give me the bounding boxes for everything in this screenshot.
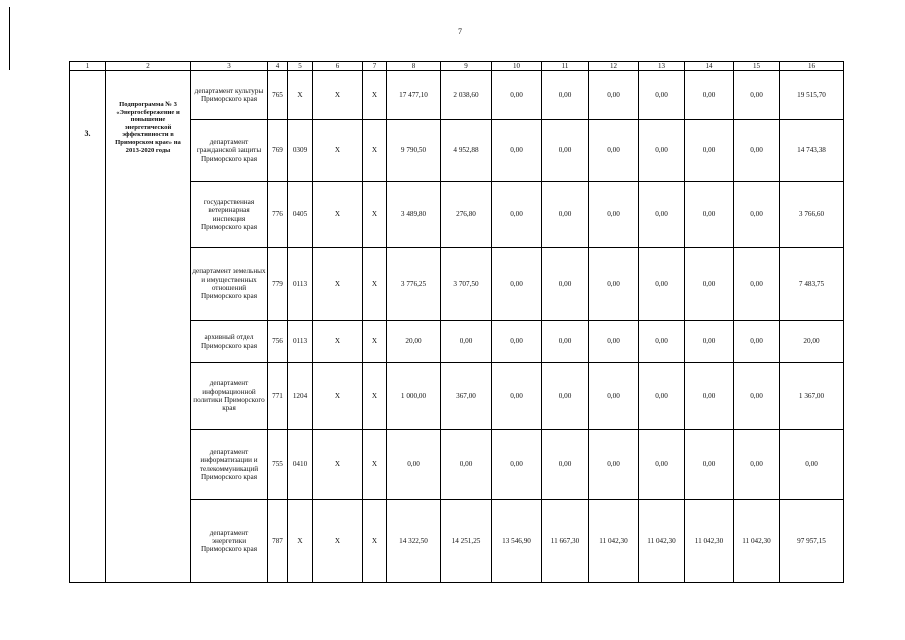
value-cell: 367,00 xyxy=(441,363,492,430)
row-number-cell: 3. xyxy=(70,71,106,583)
value-cell: 7 483,75 xyxy=(780,248,844,321)
column-header: 9 xyxy=(441,62,492,71)
value-cell: 3 776,25 xyxy=(387,248,441,321)
value-cell: 1 367,00 xyxy=(780,363,844,430)
column-header: 16 xyxy=(780,62,844,71)
value-cell: 755 xyxy=(268,430,288,500)
department-cell: департамент земельных и имущественных отношений Приморского края xyxy=(191,248,268,321)
value-cell: 20,00 xyxy=(780,321,844,363)
page-number: 7 xyxy=(458,27,462,36)
value-cell: Х xyxy=(313,248,363,321)
value-cell: 0,00 xyxy=(387,430,441,500)
column-header: 12 xyxy=(589,62,639,71)
value-cell: Х xyxy=(363,248,387,321)
value-cell: 0,00 xyxy=(542,182,589,248)
value-cell: 14 322,50 xyxy=(387,500,441,583)
value-cell: 0,00 xyxy=(589,120,639,182)
value-cell: 769 xyxy=(268,120,288,182)
department-cell: архивный отдел Приморского края xyxy=(191,321,268,363)
header-row xyxy=(70,62,844,71)
value-cell: 771 xyxy=(268,363,288,430)
column-header: 15 xyxy=(734,62,780,71)
table-row xyxy=(70,71,844,120)
value-cell: Х xyxy=(363,71,387,120)
value-cell: 0,00 xyxy=(685,248,734,321)
value-cell: 0,00 xyxy=(639,430,685,500)
department-cell: департамент энергетики Приморского края xyxy=(191,500,268,583)
value-cell: 1 000,00 xyxy=(387,363,441,430)
value-cell: 0,00 xyxy=(542,363,589,430)
value-cell: 11 042,30 xyxy=(734,500,780,583)
value-cell: 0,00 xyxy=(639,182,685,248)
value-cell: Х xyxy=(313,120,363,182)
value-cell: Х xyxy=(313,430,363,500)
value-cell: Х xyxy=(313,182,363,248)
value-cell: 14 251,25 xyxy=(441,500,492,583)
value-cell: 0,00 xyxy=(639,248,685,321)
value-cell: 765 xyxy=(268,71,288,120)
value-cell: 0,00 xyxy=(734,182,780,248)
value-cell: 0,00 xyxy=(589,71,639,120)
value-cell: 11 042,30 xyxy=(685,500,734,583)
value-cell: 13 546,90 xyxy=(492,500,542,583)
value-cell: 0,00 xyxy=(734,120,780,182)
column-header: 1 xyxy=(70,62,106,71)
value-cell: Х xyxy=(288,500,313,583)
column-header: 14 xyxy=(685,62,734,71)
value-cell: 0,00 xyxy=(685,120,734,182)
value-cell: 0,00 xyxy=(492,321,542,363)
value-cell: Х xyxy=(363,363,387,430)
value-cell: 0,00 xyxy=(734,363,780,430)
value-cell: 0,00 xyxy=(639,71,685,120)
value-cell: 2 038,60 xyxy=(441,71,492,120)
column-header: 13 xyxy=(639,62,685,71)
value-cell: 3 707,50 xyxy=(441,248,492,321)
value-cell: 0,00 xyxy=(492,120,542,182)
value-cell: 0,00 xyxy=(492,71,542,120)
value-cell: 0,00 xyxy=(685,363,734,430)
value-cell: 0,00 xyxy=(639,363,685,430)
value-cell: 17 477,10 xyxy=(387,71,441,120)
value-cell: 0,00 xyxy=(542,120,589,182)
column-header: 4 xyxy=(268,62,288,71)
value-cell: 0,00 xyxy=(492,430,542,500)
department-cell: государственная ветеринарная инспекция Приморского края xyxy=(191,182,268,248)
department-cell: департамент информатизации и телекоммуникаций Приморского края xyxy=(191,430,268,500)
value-cell: 776 xyxy=(268,182,288,248)
value-cell: 0,00 xyxy=(639,120,685,182)
column-header: 8 xyxy=(387,62,441,71)
value-cell: 779 xyxy=(268,248,288,321)
budget-table xyxy=(69,61,844,583)
value-cell: 756 xyxy=(268,321,288,363)
value-cell: 0,00 xyxy=(589,321,639,363)
value-cell: 20,00 xyxy=(387,321,441,363)
department-cell: департамент информационной политики Приморского края xyxy=(191,363,268,430)
value-cell: 0,00 xyxy=(542,430,589,500)
value-cell: 0,00 xyxy=(492,182,542,248)
value-cell: 0,00 xyxy=(734,71,780,120)
value-cell: 11 042,30 xyxy=(639,500,685,583)
value-cell: Х xyxy=(363,182,387,248)
value-cell: 3 489,80 xyxy=(387,182,441,248)
value-cell: Х xyxy=(363,430,387,500)
value-cell: Х xyxy=(313,71,363,120)
column-header: 10 xyxy=(492,62,542,71)
value-cell: 11 667,30 xyxy=(542,500,589,583)
value-cell: 0113 xyxy=(288,248,313,321)
value-cell: 0,00 xyxy=(780,430,844,500)
program-title-cell: Подпрограмма № 3 «Энергосбережение и повышение энергетической эффективности в Приморском крае» на 2013-2020 годы xyxy=(106,71,191,583)
value-cell: 0405 xyxy=(288,182,313,248)
value-cell: 0,00 xyxy=(492,363,542,430)
value-cell: 0,00 xyxy=(734,248,780,321)
value-cell: 0,00 xyxy=(734,321,780,363)
value-cell: 4 952,88 xyxy=(441,120,492,182)
value-cell: 0,00 xyxy=(492,248,542,321)
value-cell: 0,00 xyxy=(589,363,639,430)
value-cell: 0,00 xyxy=(589,248,639,321)
margin-line xyxy=(9,7,10,70)
value-cell: 0,00 xyxy=(685,71,734,120)
column-header: 2 xyxy=(106,62,191,71)
column-header: 6 xyxy=(313,62,363,71)
value-cell: 0,00 xyxy=(685,321,734,363)
value-cell: 276,80 xyxy=(441,182,492,248)
value-cell: 0113 xyxy=(288,321,313,363)
value-cell: 1204 xyxy=(288,363,313,430)
value-cell: 0309 xyxy=(288,120,313,182)
value-cell: 0,00 xyxy=(685,182,734,248)
value-cell: 0,00 xyxy=(542,321,589,363)
value-cell: 11 042,30 xyxy=(589,500,639,583)
value-cell: Х xyxy=(363,321,387,363)
value-cell: Х xyxy=(313,363,363,430)
department-cell: департамент культуры Приморского края xyxy=(191,71,268,120)
column-header: 7 xyxy=(363,62,387,71)
value-cell: Х xyxy=(363,120,387,182)
value-cell: 97 957,15 xyxy=(780,500,844,583)
column-header: 11 xyxy=(542,62,589,71)
value-cell: 0410 xyxy=(288,430,313,500)
value-cell: Х xyxy=(363,500,387,583)
value-cell: 19 515,70 xyxy=(780,71,844,120)
value-cell: 0,00 xyxy=(589,430,639,500)
value-cell: 0,00 xyxy=(685,430,734,500)
value-cell: 787 xyxy=(268,500,288,583)
department-cell: департамент гражданской защиты Приморского края xyxy=(191,120,268,182)
value-cell: 14 743,38 xyxy=(780,120,844,182)
value-cell: 9 790,50 xyxy=(387,120,441,182)
value-cell: 0,00 xyxy=(734,430,780,500)
value-cell: 0,00 xyxy=(542,71,589,120)
value-cell: Х xyxy=(313,321,363,363)
column-header: 3 xyxy=(191,62,268,71)
value-cell: 0,00 xyxy=(441,321,492,363)
value-cell: Х xyxy=(288,71,313,120)
value-cell: 0,00 xyxy=(441,430,492,500)
value-cell: Х xyxy=(313,500,363,583)
value-cell: 0,00 xyxy=(639,321,685,363)
value-cell: 0,00 xyxy=(542,248,589,321)
value-cell: 0,00 xyxy=(589,182,639,248)
value-cell: 3 766,60 xyxy=(780,182,844,248)
column-header: 5 xyxy=(288,62,313,71)
